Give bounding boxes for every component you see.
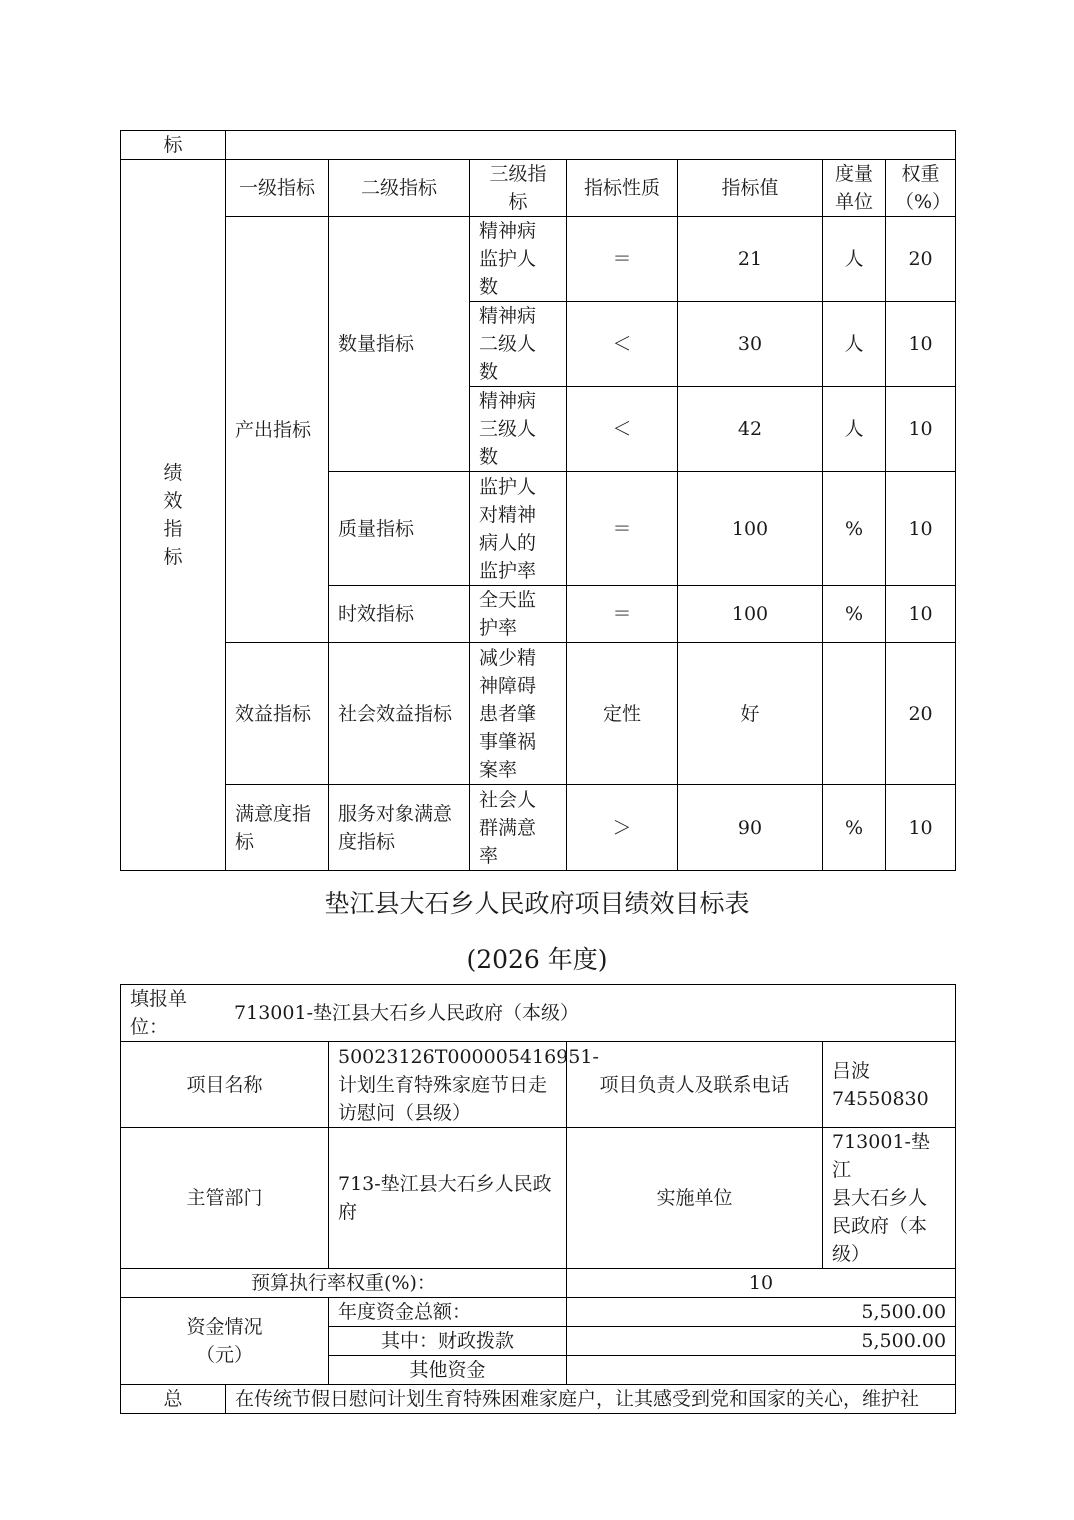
project-info-table — [120, 984, 956, 1414]
indicator-nature: ＝ — [567, 217, 678, 302]
satisfaction-indicator-label: 满意度指 标 — [226, 785, 329, 871]
header-weight: 权重 （%） — [886, 160, 956, 217]
dept-value: 713-垫江县大石乡人民政 府 — [329, 1128, 567, 1269]
indicator-nature: 定性 — [567, 643, 678, 785]
indicator-weight: 20 — [886, 643, 956, 785]
indicator-weight: 10 — [886, 302, 956, 387]
indicator-name: 精神病 三级人 数 — [470, 387, 567, 472]
indicator-name: 精神病 监护人 数 — [470, 217, 567, 302]
dept-label: 主管部门 — [121, 1128, 329, 1269]
goal-label-tail: 标 — [121, 131, 226, 160]
indicator-weight: 10 — [886, 387, 956, 472]
header-level1: 一级指标 — [226, 160, 329, 217]
annual-total-label: 年度资金总额： — [329, 1298, 567, 1327]
project-name-label: 项目名称 — [121, 1042, 329, 1128]
indicator-name: 监护人 对精神 病人的 监护率 — [470, 472, 567, 586]
output-indicator-label: 产出指标 — [226, 217, 329, 643]
budget-weight-value: 10 — [567, 1269, 956, 1298]
social-benefit-indicator-label: 社会效益指标 — [329, 643, 470, 785]
performance-indicator-table — [120, 130, 956, 871]
contact-label: 项目负责人及联系电话 — [567, 1042, 823, 1128]
indicator-weight: 10 — [886, 785, 956, 871]
header-level3: 三级指 标 — [470, 160, 567, 217]
indicator-unit — [823, 643, 886, 785]
impl-label: 实施单位 — [567, 1128, 823, 1269]
indicator-nature: ＜ — [567, 302, 678, 387]
indicator-value: 21 — [678, 217, 823, 302]
header-value: 指标值 — [678, 160, 823, 217]
fill-unit-row — [121, 985, 956, 1042]
quality-indicator-label: 质量指标 — [329, 472, 470, 586]
indicator-nature: ＝ — [567, 586, 678, 643]
service-satisfaction-indicator-label: 服务对象满意 度指标 — [329, 785, 470, 871]
other-funds-value — [567, 1356, 956, 1385]
page-subtitle: (2026 年度) — [466, 945, 608, 974]
indicator-nature: ＞ — [567, 785, 678, 871]
indicator-value: 30 — [678, 302, 823, 387]
header-unit: 度量 单位 — [823, 160, 886, 217]
indicator-unit: 人 — [823, 302, 886, 387]
fill-unit-label: 填报单 位： — [130, 988, 188, 1038]
budget-weight-label: 预算执行率权重(%)： — [121, 1269, 567, 1298]
annual-total-value: 5,500.00 — [567, 1298, 956, 1327]
fiscal-value: 5,500.00 — [567, 1327, 956, 1356]
goal-text-tail — [226, 131, 956, 160]
funds-label: 资金情况 （元） — [121, 1298, 329, 1385]
header-level2: 二级指标 — [329, 160, 470, 217]
indicator-unit: 人 — [823, 387, 886, 472]
indicator-unit: % — [823, 586, 886, 643]
benefit-indicator-label: 效益指标 — [226, 643, 329, 785]
indicator-weight: 20 — [886, 217, 956, 302]
indicator-nature: ＜ — [567, 387, 678, 472]
indicator-weight: 10 — [886, 586, 956, 643]
indicator-nature: ＝ — [567, 472, 678, 586]
indicator-value: 100 — [678, 586, 823, 643]
overall-goal-text: 在传统节假日慰问计划生育特殊困难家庭户，让其感受到党和国家的关心，维护社 — [226, 1385, 956, 1414]
header-nature: 指标性质 — [567, 160, 678, 217]
indicator-unit: 人 — [823, 217, 886, 302]
indicator-value: 90 — [678, 785, 823, 871]
indicator-value: 好 — [678, 643, 823, 785]
other-funds-label: 其他资金 — [329, 1356, 567, 1385]
quantity-indicator-label: 数量指标 — [329, 217, 470, 472]
impl-value: 713001-垫江 县大石乡人 民政府（本 级） — [823, 1128, 956, 1269]
indicator-name: 全天监 护率 — [470, 586, 567, 643]
indicator-unit: % — [823, 785, 886, 871]
indicator-value: 100 — [678, 472, 823, 586]
indicator-name: 社会人 群满意 率 — [470, 785, 567, 871]
overall-goal-label: 总 — [121, 1385, 226, 1414]
performance-indicator-label: 绩 效 指 标 — [121, 160, 226, 871]
timeliness-indicator-label: 时效指标 — [329, 586, 470, 643]
indicator-unit: % — [823, 472, 886, 586]
page-title: 垫江县大石乡人民政府项目绩效目标表 — [324, 889, 750, 918]
indicator-weight: 10 — [886, 472, 956, 586]
indicator-name: 精神病 二级人 数 — [470, 302, 567, 387]
indicator-name: 减少精 神障碍 患者肇 事肇祸 案率 — [470, 643, 567, 785]
project-name-value: 50023126T000005416951- 计划生育特殊家庭节日走 访慰问（县级） — [329, 1042, 567, 1128]
indicator-value: 42 — [678, 387, 823, 472]
fill-unit-value: 713001-垫江县大石乡人民政府（本级） — [234, 1002, 579, 1024]
fiscal-label: 其中：财政拨款 — [329, 1327, 567, 1356]
contact-value: 吕波 74550830 — [823, 1042, 956, 1128]
